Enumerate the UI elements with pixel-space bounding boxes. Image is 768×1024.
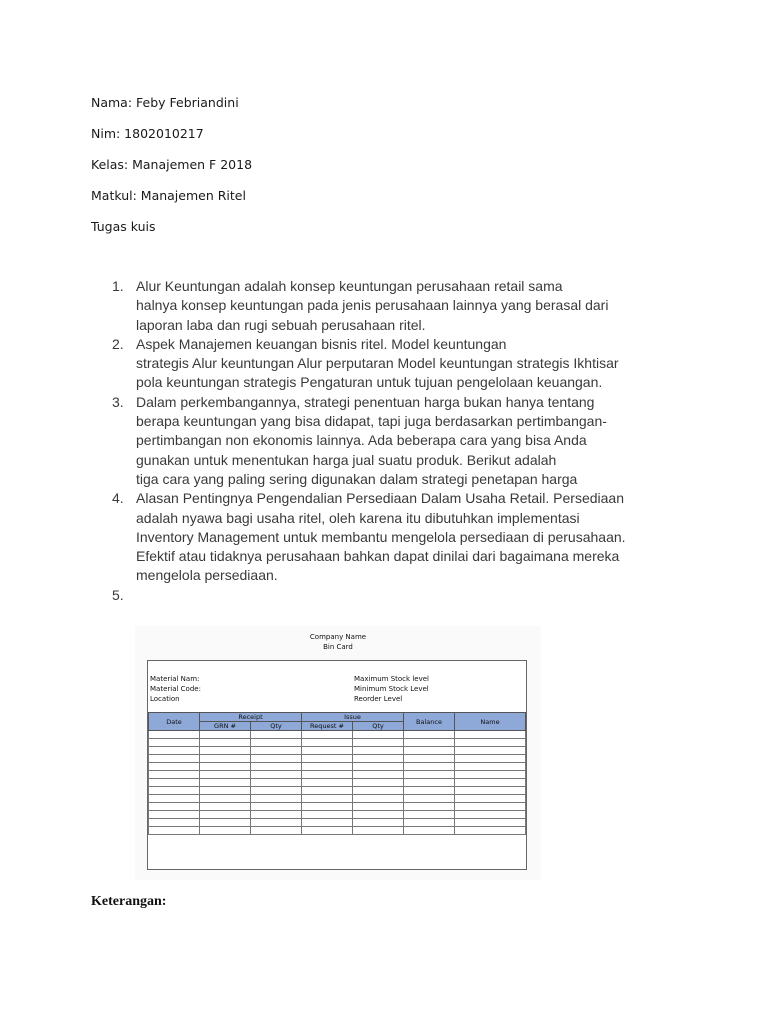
course-name: Matkul: Manajemen Ritel (91, 188, 246, 203)
table-row (149, 755, 526, 763)
student-id: Nim: 1802010217 (91, 126, 204, 141)
table-row (149, 771, 526, 779)
answer-number: 2. (112, 335, 124, 352)
answer-line: Dalam perkembangannya, strategi penentuan harga bukan hanya tentang (136, 393, 595, 410)
answer-number: 4. (112, 490, 124, 507)
answer-line: tiga cara yang paling sering digunakan dalam strategi penetapan harga (136, 470, 578, 487)
table-row (149, 731, 526, 739)
receipt-qty-header: Qty (251, 722, 302, 731)
answer-line: Aspek Manajemen keuangan bisnis ritel. Model keuntungan (136, 335, 507, 352)
location-label: Location (150, 695, 180, 703)
table-row (149, 779, 526, 787)
answer-list (112, 277, 682, 605)
balance-header: Balance (404, 713, 455, 731)
bin-card (147, 660, 527, 870)
answer-number: 1. (112, 278, 124, 294)
answer-line: adalah nyawa bagi usaha ritel, oleh karena itu dibutuhkan implementasi (136, 509, 580, 526)
table-row (149, 739, 526, 747)
table-row (149, 787, 526, 795)
table-row (149, 763, 526, 771)
receipt-header: Receipt (200, 713, 302, 722)
min-stock-label: Minimum Stock Level (354, 685, 429, 693)
table-row (149, 827, 526, 835)
max-stock-label: Maximum Stock level (354, 675, 429, 683)
grn-header: GRN # (200, 722, 251, 731)
material-code-label: Material Code: (150, 685, 201, 693)
stock-level-fields (354, 674, 429, 704)
bin-card-title: Bin Card (323, 643, 353, 651)
bin-card-figure (135, 626, 541, 880)
answer-line: Inventory Management untuk membantu mengelola persediaan di perusahaan. (136, 528, 626, 545)
assignment-title: Tugas kuis (91, 219, 156, 234)
table-row (149, 803, 526, 811)
answer-line: laporan laba dan rugi sebuah perusahaan ritel. (136, 316, 426, 333)
notes-label: Keterangan: (91, 894, 167, 909)
answer-line: Alur Keuntungan adalah konsep keuntungan perusahaan retail sama (136, 278, 563, 294)
answer-line: Alasan Pentingnya Pengendalian Persediaan Dalam Usaha Retail. Persediaan (136, 490, 624, 507)
material-fields (150, 674, 201, 704)
reorder-level-label: Reorder Level (354, 695, 403, 703)
material-name-label: Material Nam: (150, 675, 200, 683)
table-row (149, 819, 526, 827)
answer-line: pola keuntungan strategis Pengaturan untuk tujuan pengelolaan keuangan. (136, 374, 603, 391)
request-header: Request # (302, 722, 353, 731)
class-name: Kelas: Manajemen F 2018 (91, 157, 253, 172)
table-row (149, 747, 526, 755)
answer-item (112, 393, 682, 489)
answer-line: Efektif atau tidaknya perusahaan bahkan dapat dinilai dari bagaimana mereka (136, 548, 620, 565)
answer-item (112, 277, 682, 335)
answer-line: mengelola persediaan. (136, 567, 278, 584)
issue-qty-header: Qty (353, 722, 404, 731)
answer-line: halnya konsep keuntungan pada jenis perusahaan lainnya yang berasal dari (136, 297, 609, 314)
student-info (91, 95, 252, 250)
answer-line: berapa keuntungan yang bisa didapat, tapi juga berdasarkan pertimbangan- (136, 413, 607, 430)
student-name: Nama: Feby Febriandini (91, 95, 239, 110)
date-header: Date (149, 713, 200, 731)
answer-line: pertimbangan non ekonomis lainnya. Ada beberapa cara yang bisa Anda (136, 432, 587, 449)
issue-header: Issue (302, 713, 404, 722)
answer-item (112, 489, 682, 585)
answer-item (112, 586, 682, 605)
answer-item (112, 335, 682, 393)
name-header: Name (455, 713, 526, 731)
table-row (149, 811, 526, 819)
answer-line: gunakan untuk menentukan harga jual suatu produk. Berikut adalah (136, 451, 557, 468)
company-name: Company Name (309, 633, 367, 641)
bin-card-table (148, 712, 526, 835)
answer-line: strategis Alur keuntungan Alur perputaran Model keuntungan strategis Ikhtisar (136, 355, 619, 372)
answer-number: 3. (112, 393, 124, 410)
answer-number: 5. (112, 586, 124, 603)
table-row (149, 795, 526, 803)
